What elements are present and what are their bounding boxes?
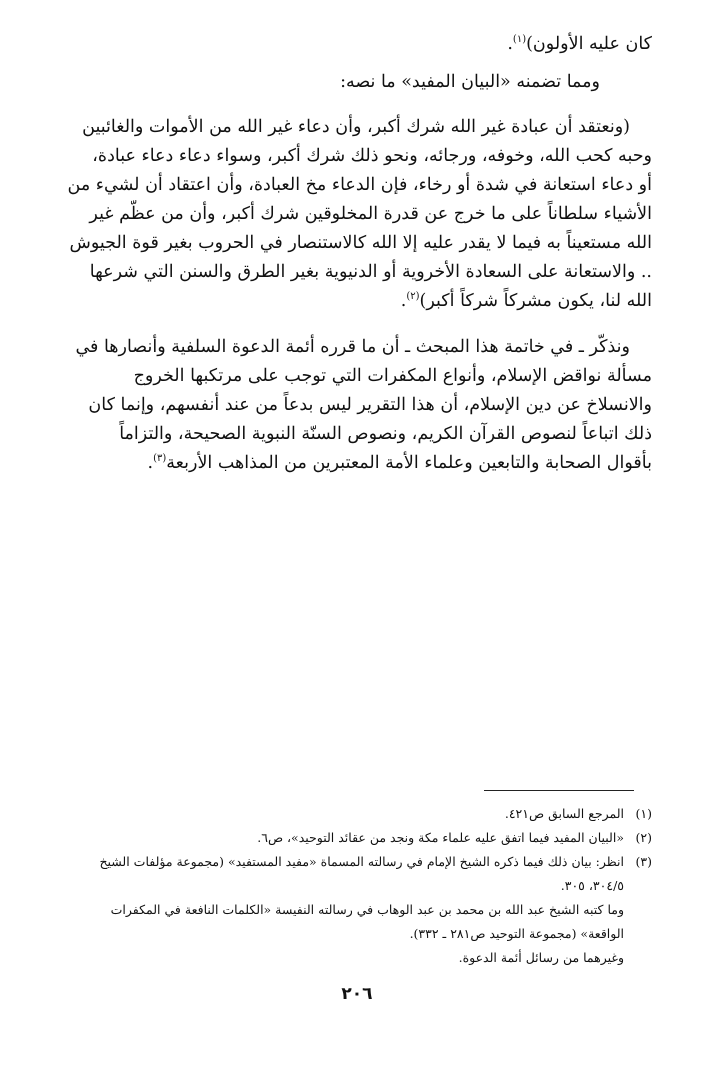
footnote-body bbox=[66, 826, 624, 850]
text-line: وحبه كحب الله، وخوفه، ورجائه، ونحو ذلك شرك أكبر، وسواء دعاء دعاء عبادة، bbox=[92, 146, 652, 166]
footnote-3 bbox=[66, 850, 652, 898]
paragraph-2 bbox=[54, 68, 652, 97]
text-line: أو دعاء استعانة في شدة أو رخاء، فإن الدعاء مخ العبادة، وأن اعتقاد أن لشيء من bbox=[67, 175, 652, 195]
paragraph-4 bbox=[54, 333, 652, 478]
text-line: ذلك اتباعاً لنصوص القرآن الكريم، ونصوص السنّة النبوية الصحيحة، والتزاماً bbox=[119, 424, 652, 444]
footnotes bbox=[66, 802, 652, 970]
footnote-body bbox=[66, 802, 624, 826]
footnote-ref-3[interactable]: (٣) bbox=[153, 453, 167, 465]
text-line: الله لنا، يكون مشركاً شركاً أكبر)$^{(٢)}$. bbox=[400, 291, 652, 311]
text-line: الله مستعيناً به فيما لا يقدر عليه إلا الله كالاستنصار في الحروب بغير قوة الجيوش bbox=[69, 233, 652, 253]
text-line: (ونعتقد أن عبادة غير الله شرك أكبر، وأن دعاء غير الله من الأموات والغائبين bbox=[82, 117, 630, 137]
footnote-number: (٣) bbox=[635, 854, 652, 869]
footnote-line: وغيرهما من رسائل أئمة الدعوة. bbox=[458, 950, 624, 965]
footnote-ref-1[interactable]: (١) bbox=[512, 34, 527, 46]
footnote-line: الواقعة» (مجموعة التوحيد ص٢٨١ ـ ٣٣٢). bbox=[409, 926, 624, 941]
footnote-1 bbox=[66, 802, 652, 826]
text-line: ونذكّر ـ في خاتمة هذا المبحث ـ أن ما قرره أئمة الدعوة السلفية وأنصارها في bbox=[75, 337, 630, 357]
footnote-line: انظر: بيان ذلك فيما ذكره الشيخ الإمام في رسالته المسماة «مفيد المستفيد» (مجموعة مؤلفات الشيخ bbox=[99, 854, 624, 869]
footnote-number: (١) bbox=[635, 806, 652, 821]
text-line: مسألة نواقض الإسلام، وأنواع المكفرات التي توجب على مرتكبها الخروج bbox=[133, 366, 652, 386]
footnote-3-continuation bbox=[66, 898, 652, 970]
footnote-2 bbox=[66, 826, 652, 850]
footnote-ref-2[interactable]: (٢) bbox=[406, 291, 420, 303]
page-number: ٢٠٦ bbox=[341, 984, 373, 1004]
text-line: ومما تضمنه «البيان المفيد» ما نصه: bbox=[340, 72, 600, 92]
footnote-number: (٢) bbox=[635, 830, 652, 845]
text-line: .. والاستعانة على السعادة الأخروية أو الدنيوية بغير الطرق والسنن التي شرعها bbox=[89, 262, 652, 282]
footnote-line: «البيان المفيد فيما اتفق عليه علماء مكة ونجد من عقائد التوحيد»، ص٦. bbox=[257, 830, 624, 845]
text-line: والانسلاخ عن دين الإسلام، أن هذا التقرير ليس بدعاً من عند أنفسهم، وإنما كان bbox=[88, 395, 652, 415]
footnote-line: المرجع السابق ص٤٢١. bbox=[504, 806, 624, 821]
paragraph-3-quote bbox=[54, 113, 652, 316]
main-text bbox=[54, 30, 652, 478]
footnote-line: ٣٠٤/٥، ٣٠٥. bbox=[560, 878, 624, 893]
text-line: بأقوال الصحابة والتابعين وعلماء الأمة المعتبرين من المذاهب الأربعة$^{(٣)}$. bbox=[147, 453, 652, 473]
text-line: الأشياء سلطاناً على ما خرج عن قدرة المخلوقين شرك أكبر، وأن من عظّم غير bbox=[89, 204, 652, 224]
footnote-body bbox=[66, 850, 624, 898]
footnote-line: وما كتبه الشيخ عبد الله بن محمد بن عبد الوهاب في رسالته النفيسة «الكلمات النافعة في المكفرات bbox=[110, 902, 624, 917]
text-line: كان عليه الأولون)$^{(١)}$. bbox=[507, 34, 652, 54]
paragraph-1 bbox=[54, 30, 652, 59]
footnote-separator bbox=[484, 790, 634, 791]
